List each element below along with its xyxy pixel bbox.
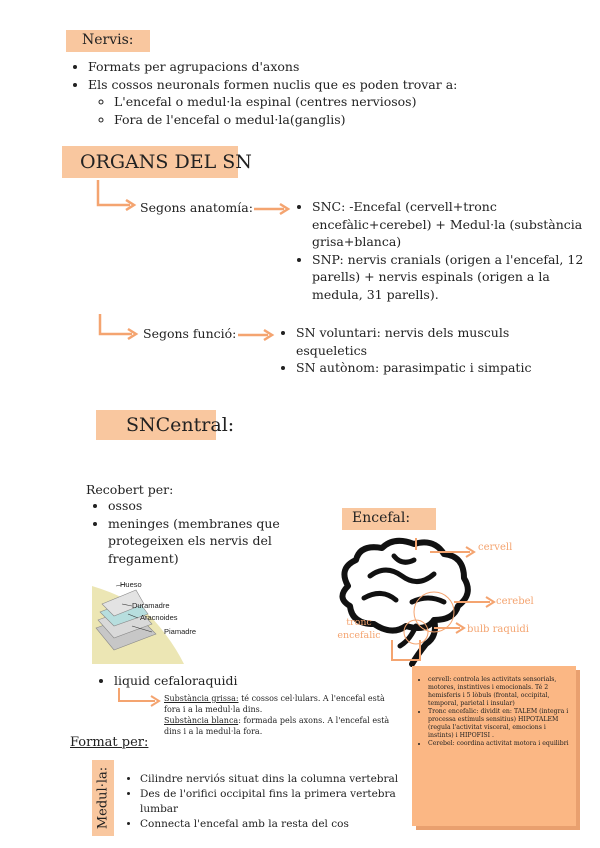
nervis-list: [70, 58, 568, 128]
arrow-substancia-icon: [117, 688, 161, 706]
nervis-title: Nervis:: [82, 32, 134, 48]
meninges-label-hueso: Hueso: [120, 580, 142, 589]
organs-title: ORGANS DEL SN: [80, 151, 252, 173]
arrow-right-icon: [254, 203, 290, 215]
liquid-list: [96, 672, 314, 690]
funcio-label: Segons funció:: [143, 326, 237, 341]
list-item: • ossos: [108, 497, 304, 515]
funcio-list: [278, 324, 566, 377]
list-item: • SNC: -Encefal (cervell+tronc encefàlic+cerebel) + Medul·la (substància grisa+blanca): [312, 198, 600, 251]
list-item: • liquid cefaloraquidi: [114, 672, 314, 690]
list-item: • Formats per agrupacions d'axons: [88, 58, 568, 76]
arrow-right-icon: [238, 329, 274, 341]
brain-icon: [330, 536, 570, 666]
label-bulb: bulb raquidi: [467, 624, 530, 635]
note-cervell: • cervell: controla les activitats sensorials, motores, instintives i emocionals. Té 2 hemisferis i 5 lòbuls (frontal, occipital, temporal, parietal i insular): [428, 676, 570, 708]
label-cervell: cervell: [478, 542, 513, 553]
list-item: ◦ L'encefal o medul·la espinal (centres nerviosos): [114, 93, 568, 111]
anatomia-label: Segons anatomía:: [140, 200, 253, 215]
list-item: • Els cossos neuronals formen nuclis que es poden trovar a: ◦ L'encefal o medul·la espinal (centres nerviosos) ◦ Fora de l'encefal o medul·la(ganglis): [88, 76, 568, 129]
substancia-blanca-term: Substància blanca: [164, 716, 239, 725]
list-item: • Connecta l'encefal amb la resta del cos: [140, 817, 422, 832]
list-item: • SNP: nervis cranials (origen a l'encefal, 12 parells) + nervis espinals (origen a la medula, 31 parells).: [312, 251, 600, 304]
substancia-grisa-text: té cossos cel·lulars. A l'encefal està fora i a la medul·la dins.: [164, 694, 385, 714]
note-tronc: • Tronc encefalic: dividit en: TALEM (integra i processa estímuls sensitius) HIPOTALEM (regula l'activitat visceral, emocions i instints) i HIPOFISI .: [428, 708, 570, 740]
medulla-label: Medul·la:: [95, 766, 111, 830]
substancia-text: [164, 693, 400, 737]
note-cerebel: • Cerebel: coordina activitat motora i equilibri: [428, 740, 570, 748]
substancia-grisa-term: Substància grissa:: [164, 694, 239, 703]
list-item: ◦ Fora de l'encefal o medul·la(ganglis): [114, 111, 568, 129]
list-item: • Cilindre nerviós situat dins la columna vertebral: [140, 772, 422, 787]
format-list: [122, 772, 422, 832]
substancia-blanca-text: : formada pels axons. A l'encefal està dins i a la medul·la fora.: [164, 716, 390, 736]
format-title: Format per:: [70, 735, 149, 750]
arrow-funcio-icon: [98, 314, 138, 340]
arrow-anatomia-icon: [96, 180, 136, 210]
label-cerebel: cerebel: [496, 596, 534, 607]
meninges-label-piamadre: Piamadre: [164, 627, 197, 636]
list-item: • SN autònom: parasimpatic i simpatic: [296, 359, 566, 377]
meninges-label-aracnoides: Aracnoides: [140, 613, 178, 622]
label-tronc: tronc encefalic: [337, 617, 381, 641]
list-item: • SN voluntari: nervis dels musculs esqueletics: [296, 324, 566, 359]
meninges-label-duramadre: Duramadre: [132, 601, 170, 610]
list-item: • meninges (membranes que protegeixen els nervis del fregament): [108, 515, 304, 568]
encefal-title: Encefal:: [352, 510, 411, 526]
encefal-notes: [412, 666, 576, 826]
recobert-list: [90, 497, 304, 567]
recobert-label: Recobert per:: [86, 482, 174, 497]
sncentral-title: SNCentral:: [126, 414, 235, 436]
anatomia-list: [294, 198, 600, 303]
list-item: • Des de l'orifici occipital fins la primera vertebra lumbar: [140, 787, 422, 817]
